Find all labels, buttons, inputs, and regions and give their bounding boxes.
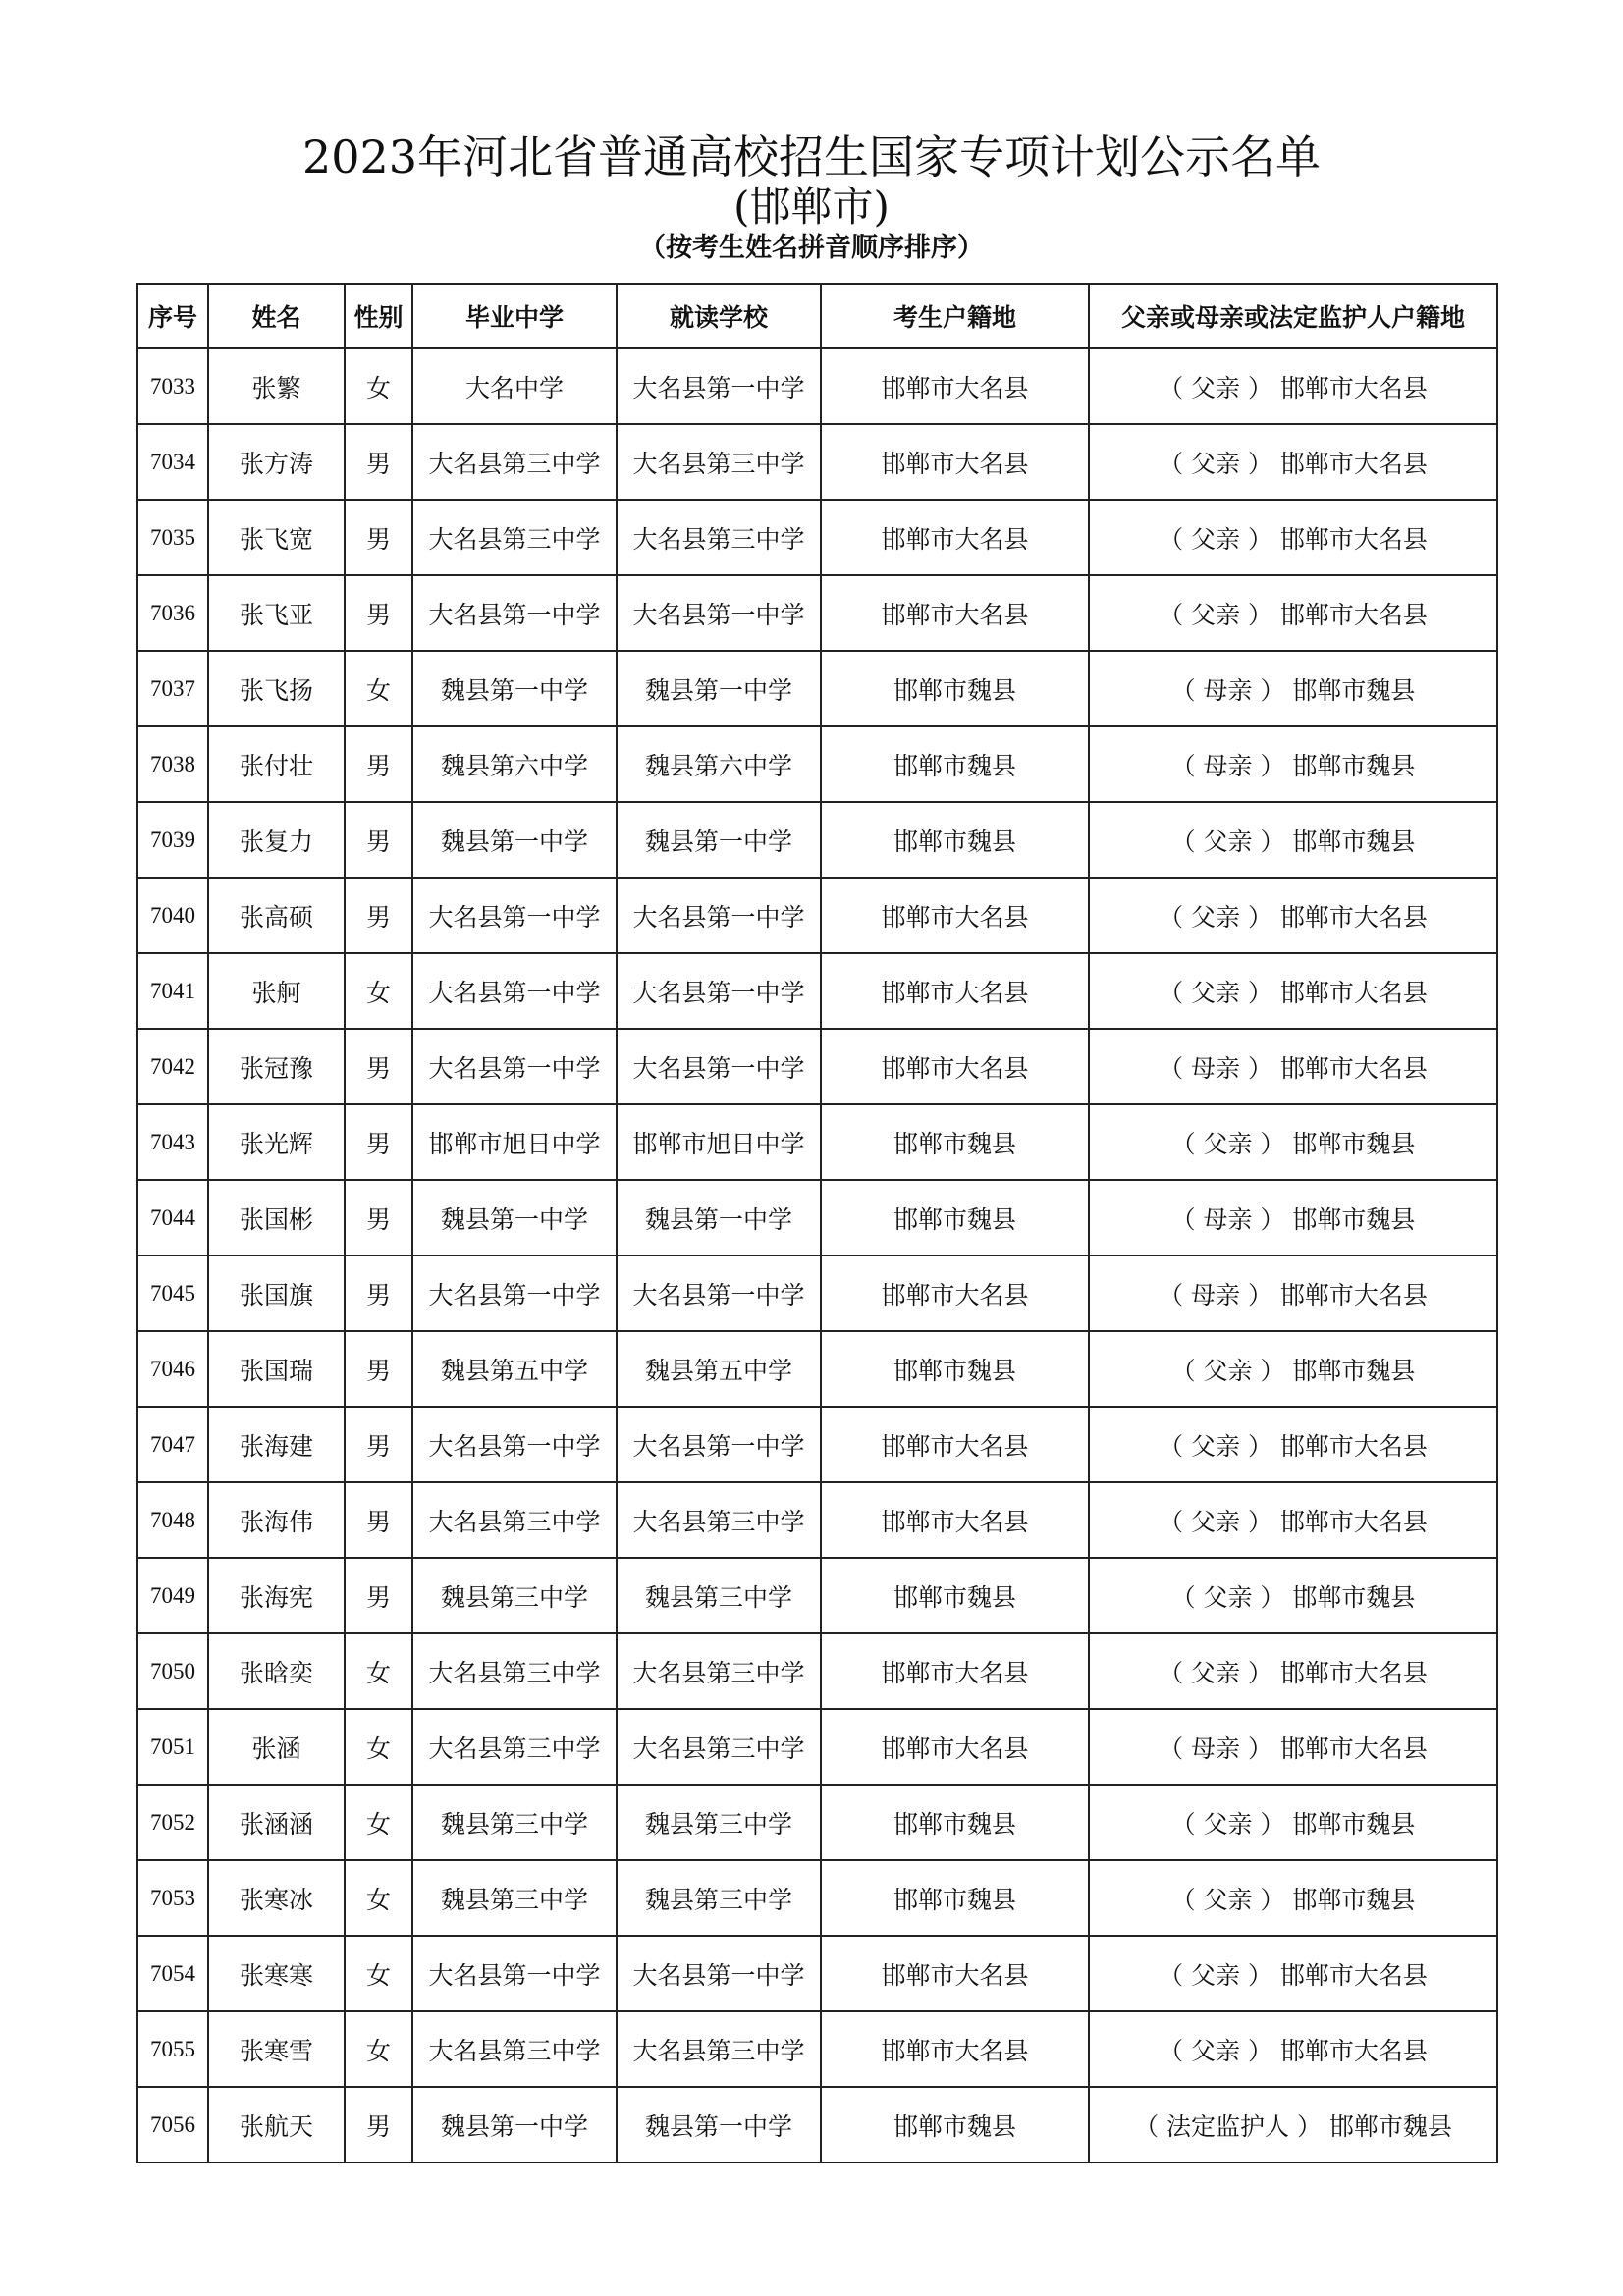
table-row bbox=[137, 1936, 1497, 2011]
cell-graduated-school: 魏县第一中学 bbox=[412, 651, 617, 726]
cell-sex: 男 bbox=[345, 1104, 412, 1180]
cell-graduated-school: 大名县第一中学 bbox=[412, 953, 617, 1029]
table-row bbox=[137, 1482, 1497, 1558]
cell-sex: 男 bbox=[345, 1558, 412, 1633]
cell-index: 7045 bbox=[137, 1255, 208, 1331]
cell-name: 张涵 bbox=[208, 1709, 345, 1785]
cell-current-school: 魏县第三中学 bbox=[617, 1558, 821, 1633]
cell-guardian-hukou: （ 父亲 ） 邯郸市魏县 bbox=[1089, 1558, 1497, 1633]
cell-current-school: 大名县第一中学 bbox=[617, 1936, 821, 2011]
cell-guardian-hukou: （ 父亲 ） 邯郸市大名县 bbox=[1089, 953, 1497, 1029]
cell-index: 7053 bbox=[137, 1860, 208, 1936]
cell-graduated-school: 大名县第三中学 bbox=[412, 2011, 617, 2087]
cell-graduated-school: 魏县第一中学 bbox=[412, 802, 617, 878]
cell-index: 7036 bbox=[137, 575, 208, 651]
cell-candidate-hukou: 邯郸市大名县 bbox=[821, 1936, 1089, 2011]
table-row bbox=[137, 424, 1497, 500]
cell-sex: 男 bbox=[345, 802, 412, 878]
cell-candidate-hukou: 邯郸市大名县 bbox=[821, 1407, 1089, 1482]
table-row bbox=[137, 651, 1497, 726]
header-candidate-hukou: 考生户籍地 bbox=[821, 284, 1089, 348]
document-sort-note: （按考生姓名拼音顺序排序） bbox=[639, 233, 984, 263]
cell-guardian-hukou: （ 母亲 ） 邯郸市魏县 bbox=[1089, 651, 1497, 726]
cell-current-school: 大名县第一中学 bbox=[617, 878, 821, 953]
cell-current-school: 魏县第一中学 bbox=[617, 2087, 821, 2163]
cell-candidate-hukou: 邯郸市魏县 bbox=[821, 2087, 1089, 2163]
cell-sex: 女 bbox=[345, 651, 412, 726]
cell-index: 7037 bbox=[137, 651, 208, 726]
cell-current-school: 魏县第三中学 bbox=[617, 1860, 821, 1936]
cell-name: 张光辉 bbox=[208, 1104, 345, 1180]
cell-name: 张寒雪 bbox=[208, 2011, 345, 2087]
cell-graduated-school: 魏县第三中学 bbox=[412, 1785, 617, 1860]
cell-guardian-hukou: （ 父亲 ） 邯郸市大名县 bbox=[1089, 348, 1497, 424]
cell-graduated-school: 魏县第一中学 bbox=[412, 1180, 617, 1255]
cell-sex: 男 bbox=[345, 1482, 412, 1558]
cell-sex: 女 bbox=[345, 1785, 412, 1860]
cell-guardian-hukou: （ 父亲 ） 邯郸市大名县 bbox=[1089, 500, 1497, 575]
cell-name: 张寒寒 bbox=[208, 1936, 345, 2011]
table-row bbox=[137, 1407, 1497, 1482]
cell-name: 张寒冰 bbox=[208, 1860, 345, 1936]
table-row bbox=[137, 1558, 1497, 1633]
header-name: 姓名 bbox=[208, 284, 345, 348]
table-row bbox=[137, 1633, 1497, 1709]
table-row bbox=[137, 878, 1497, 953]
cell-index: 7050 bbox=[137, 1633, 208, 1709]
cell-candidate-hukou: 邯郸市大名县 bbox=[821, 953, 1089, 1029]
cell-name: 张国瑞 bbox=[208, 1331, 345, 1407]
cell-current-school: 魏县第一中学 bbox=[617, 651, 821, 726]
cell-graduated-school: 大名县第一中学 bbox=[412, 575, 617, 651]
table-row bbox=[137, 953, 1497, 1029]
cell-name: 张方涛 bbox=[208, 424, 345, 500]
cell-candidate-hukou: 邯郸市魏县 bbox=[821, 1331, 1089, 1407]
cell-guardian-hukou: （ 父亲 ） 邯郸市魏县 bbox=[1089, 802, 1497, 878]
cell-sex: 女 bbox=[345, 1633, 412, 1709]
cell-current-school: 大名县第三中学 bbox=[617, 500, 821, 575]
cell-guardian-hukou: （ 父亲 ） 邯郸市大名县 bbox=[1089, 1936, 1497, 2011]
cell-index: 7046 bbox=[137, 1331, 208, 1407]
cell-candidate-hukou: 邯郸市大名县 bbox=[821, 348, 1089, 424]
cell-graduated-school: 大名县第三中学 bbox=[412, 500, 617, 575]
document-title: 2023年河北省普通高校招生国家专项计划公示名单 bbox=[301, 131, 1322, 184]
cell-candidate-hukou: 邯郸市魏县 bbox=[821, 726, 1089, 802]
cell-name: 张航天 bbox=[208, 2087, 345, 2163]
cell-sex: 男 bbox=[345, 1407, 412, 1482]
cell-guardian-hukou: （ 父亲 ） 邯郸市大名县 bbox=[1089, 878, 1497, 953]
cell-sex: 女 bbox=[345, 953, 412, 1029]
cell-current-school: 大名县第三中学 bbox=[617, 1633, 821, 1709]
cell-current-school: 魏县第五中学 bbox=[617, 1331, 821, 1407]
cell-graduated-school: 邯郸市旭日中学 bbox=[412, 1104, 617, 1180]
table-row bbox=[137, 348, 1497, 424]
cell-candidate-hukou: 邯郸市大名县 bbox=[821, 1255, 1089, 1331]
cell-graduated-school: 大名县第一中学 bbox=[412, 1936, 617, 2011]
table-row bbox=[137, 1029, 1497, 1104]
table-row bbox=[137, 2087, 1497, 2163]
cell-sex: 男 bbox=[345, 878, 412, 953]
cell-sex: 女 bbox=[345, 2011, 412, 2087]
header-graduated-school: 毕业中学 bbox=[412, 284, 617, 348]
cell-index: 7055 bbox=[137, 2011, 208, 2087]
table-row bbox=[137, 1180, 1497, 1255]
cell-candidate-hukou: 邯郸市大名县 bbox=[821, 575, 1089, 651]
cell-sex: 男 bbox=[345, 500, 412, 575]
cell-guardian-hukou: （ 母亲 ） 邯郸市大名县 bbox=[1089, 1255, 1497, 1331]
cell-current-school: 大名县第一中学 bbox=[617, 1029, 821, 1104]
cell-candidate-hukou: 邯郸市魏县 bbox=[821, 1180, 1089, 1255]
cell-current-school: 邯郸市旭日中学 bbox=[617, 1104, 821, 1180]
cell-graduated-school: 大名县第一中学 bbox=[412, 1407, 617, 1482]
cell-name: 张复力 bbox=[208, 802, 345, 878]
cell-sex: 女 bbox=[345, 1709, 412, 1785]
cell-candidate-hukou: 邯郸市大名县 bbox=[821, 2011, 1089, 2087]
table-row bbox=[137, 802, 1497, 878]
table-header-row bbox=[137, 284, 1497, 348]
cell-candidate-hukou: 邯郸市大名县 bbox=[821, 500, 1089, 575]
cell-name: 张付壮 bbox=[208, 726, 345, 802]
cell-sex: 女 bbox=[345, 348, 412, 424]
cell-sex: 男 bbox=[345, 1331, 412, 1407]
cell-candidate-hukou: 邯郸市魏县 bbox=[821, 651, 1089, 726]
cell-index: 7040 bbox=[137, 878, 208, 953]
cell-candidate-hukou: 邯郸市大名县 bbox=[821, 1029, 1089, 1104]
cell-name: 张国彬 bbox=[208, 1180, 345, 1255]
cell-guardian-hukou: （ 父亲 ） 邯郸市大名县 bbox=[1089, 1482, 1497, 1558]
table-row bbox=[137, 726, 1497, 802]
cell-candidate-hukou: 邯郸市魏县 bbox=[821, 1104, 1089, 1180]
cell-graduated-school: 魏县第五中学 bbox=[412, 1331, 617, 1407]
cell-current-school: 魏县第六中学 bbox=[617, 726, 821, 802]
cell-guardian-hukou: （ 父亲 ） 邯郸市大名县 bbox=[1089, 1633, 1497, 1709]
cell-graduated-school: 大名县第一中学 bbox=[412, 878, 617, 953]
cell-guardian-hukou: （ 母亲 ） 邯郸市大名县 bbox=[1089, 1029, 1497, 1104]
cell-name: 张飞扬 bbox=[208, 651, 345, 726]
cell-graduated-school: 大名县第一中学 bbox=[412, 1255, 617, 1331]
cell-guardian-hukou: （ 父亲 ） 邯郸市魏县 bbox=[1089, 1785, 1497, 1860]
cell-sex: 女 bbox=[345, 1936, 412, 2011]
document-subtitle-city: (邯郸市) bbox=[733, 183, 890, 231]
cell-candidate-hukou: 邯郸市大名县 bbox=[821, 1709, 1089, 1785]
cell-current-school: 大名县第一中学 bbox=[617, 1407, 821, 1482]
cell-sex: 女 bbox=[345, 1860, 412, 1936]
cell-name: 张繁 bbox=[208, 348, 345, 424]
cell-index: 7044 bbox=[137, 1180, 208, 1255]
cell-sex: 男 bbox=[345, 575, 412, 651]
cell-graduated-school: 大名县第三中学 bbox=[412, 1709, 617, 1785]
cell-index: 7042 bbox=[137, 1029, 208, 1104]
cell-graduated-school: 魏县第三中学 bbox=[412, 1558, 617, 1633]
cell-guardian-hukou: （ 父亲 ） 邯郸市魏县 bbox=[1089, 1331, 1497, 1407]
cell-current-school: 大名县第一中学 bbox=[617, 1255, 821, 1331]
cell-name: 张海建 bbox=[208, 1407, 345, 1482]
cell-guardian-hukou: （ 父亲 ） 邯郸市大名县 bbox=[1089, 575, 1497, 651]
table-row bbox=[137, 2011, 1497, 2087]
cell-name: 张舸 bbox=[208, 953, 345, 1029]
cell-guardian-hukou: （ 母亲 ） 邯郸市魏县 bbox=[1089, 726, 1497, 802]
header-current-school: 就读学校 bbox=[617, 284, 821, 348]
cell-index: 7035 bbox=[137, 500, 208, 575]
cell-graduated-school: 大名中学 bbox=[412, 348, 617, 424]
table-row bbox=[137, 1331, 1497, 1407]
cell-current-school: 大名县第一中学 bbox=[617, 953, 821, 1029]
cell-current-school: 大名县第三中学 bbox=[617, 2011, 821, 2087]
cell-graduated-school: 魏县第一中学 bbox=[412, 2087, 617, 2163]
cell-name: 张高硕 bbox=[208, 878, 345, 953]
cell-name: 张海宪 bbox=[208, 1558, 345, 1633]
cell-index: 7033 bbox=[137, 348, 208, 424]
cell-sex: 男 bbox=[345, 1029, 412, 1104]
cell-name: 张涵涵 bbox=[208, 1785, 345, 1860]
cell-current-school: 大名县第一中学 bbox=[617, 575, 821, 651]
cell-current-school: 大名县第三中学 bbox=[617, 1709, 821, 1785]
cell-name: 张冠豫 bbox=[208, 1029, 345, 1104]
cell-index: 7034 bbox=[137, 424, 208, 500]
cell-index: 7052 bbox=[137, 1785, 208, 1860]
table-row bbox=[137, 1255, 1497, 1331]
cell-index: 7051 bbox=[137, 1709, 208, 1785]
cell-graduated-school: 魏县第三中学 bbox=[412, 1860, 617, 1936]
table-row bbox=[137, 1104, 1497, 1180]
cell-sex: 男 bbox=[345, 1255, 412, 1331]
cell-sex: 男 bbox=[345, 424, 412, 500]
cell-candidate-hukou: 邯郸市大名县 bbox=[821, 1482, 1089, 1558]
cell-index: 7049 bbox=[137, 1558, 208, 1633]
table-row bbox=[137, 1785, 1497, 1860]
cell-guardian-hukou: （ 父亲 ） 邯郸市大名县 bbox=[1089, 1407, 1497, 1482]
cell-index: 7039 bbox=[137, 802, 208, 878]
cell-graduated-school: 大名县第三中学 bbox=[412, 1482, 617, 1558]
cell-guardian-hukou: （ 法定监护人 ） 邯郸市魏县 bbox=[1089, 2087, 1497, 2163]
cell-current-school: 魏县第一中学 bbox=[617, 1180, 821, 1255]
cell-name: 张飞宽 bbox=[208, 500, 345, 575]
cell-index: 7048 bbox=[137, 1482, 208, 1558]
table-row bbox=[137, 1860, 1497, 1936]
header-guardian-hukou: 父亲或母亲或法定监护人户籍地 bbox=[1089, 284, 1497, 348]
cell-current-school: 大名县第一中学 bbox=[617, 348, 821, 424]
cell-candidate-hukou: 邯郸市大名县 bbox=[821, 878, 1089, 953]
cell-index: 7047 bbox=[137, 1407, 208, 1482]
cell-candidate-hukou: 邯郸市魏县 bbox=[821, 1785, 1089, 1860]
cell-graduated-school: 大名县第一中学 bbox=[412, 1029, 617, 1104]
candidate-table bbox=[136, 283, 1498, 2163]
cell-current-school: 大名县第三中学 bbox=[617, 424, 821, 500]
cell-guardian-hukou: （ 父亲 ） 邯郸市大名县 bbox=[1089, 424, 1497, 500]
cell-name: 张飞亚 bbox=[208, 575, 345, 651]
cell-sex: 男 bbox=[345, 1180, 412, 1255]
cell-candidate-hukou: 邯郸市魏县 bbox=[821, 1558, 1089, 1633]
cell-candidate-hukou: 邯郸市大名县 bbox=[821, 1633, 1089, 1709]
cell-index: 7043 bbox=[137, 1104, 208, 1180]
cell-guardian-hukou: （ 母亲 ） 邯郸市魏县 bbox=[1089, 1180, 1497, 1255]
cell-sex: 男 bbox=[345, 2087, 412, 2163]
cell-index: 7054 bbox=[137, 1936, 208, 2011]
table-row bbox=[137, 500, 1497, 575]
cell-name: 张海伟 bbox=[208, 1482, 345, 1558]
cell-guardian-hukou: （ 父亲 ） 邯郸市大名县 bbox=[1089, 2011, 1497, 2087]
cell-index: 7056 bbox=[137, 2087, 208, 2163]
cell-graduated-school: 大名县第三中学 bbox=[412, 424, 617, 500]
table-row bbox=[137, 575, 1497, 651]
cell-current-school: 魏县第三中学 bbox=[617, 1785, 821, 1860]
cell-current-school: 大名县第三中学 bbox=[617, 1482, 821, 1558]
cell-guardian-hukou: （ 父亲 ） 邯郸市魏县 bbox=[1089, 1104, 1497, 1180]
cell-name: 张晗奕 bbox=[208, 1633, 345, 1709]
cell-current-school: 魏县第一中学 bbox=[617, 802, 821, 878]
cell-index: 7038 bbox=[137, 726, 208, 802]
cell-guardian-hukou: （ 母亲 ） 邯郸市大名县 bbox=[1089, 1709, 1497, 1785]
table-row bbox=[137, 1709, 1497, 1785]
cell-candidate-hukou: 邯郸市魏县 bbox=[821, 1860, 1089, 1936]
cell-graduated-school: 魏县第六中学 bbox=[412, 726, 617, 802]
cell-candidate-hukou: 邯郸市大名县 bbox=[821, 424, 1089, 500]
cell-sex: 男 bbox=[345, 726, 412, 802]
header-sex: 性别 bbox=[345, 284, 412, 348]
cell-candidate-hukou: 邯郸市魏县 bbox=[821, 802, 1089, 878]
cell-index: 7041 bbox=[137, 953, 208, 1029]
header-index: 序号 bbox=[137, 284, 208, 348]
cell-name: 张国旗 bbox=[208, 1255, 345, 1331]
cell-graduated-school: 大名县第三中学 bbox=[412, 1633, 617, 1709]
cell-guardian-hukou: （ 父亲 ） 邯郸市魏县 bbox=[1089, 1860, 1497, 1936]
